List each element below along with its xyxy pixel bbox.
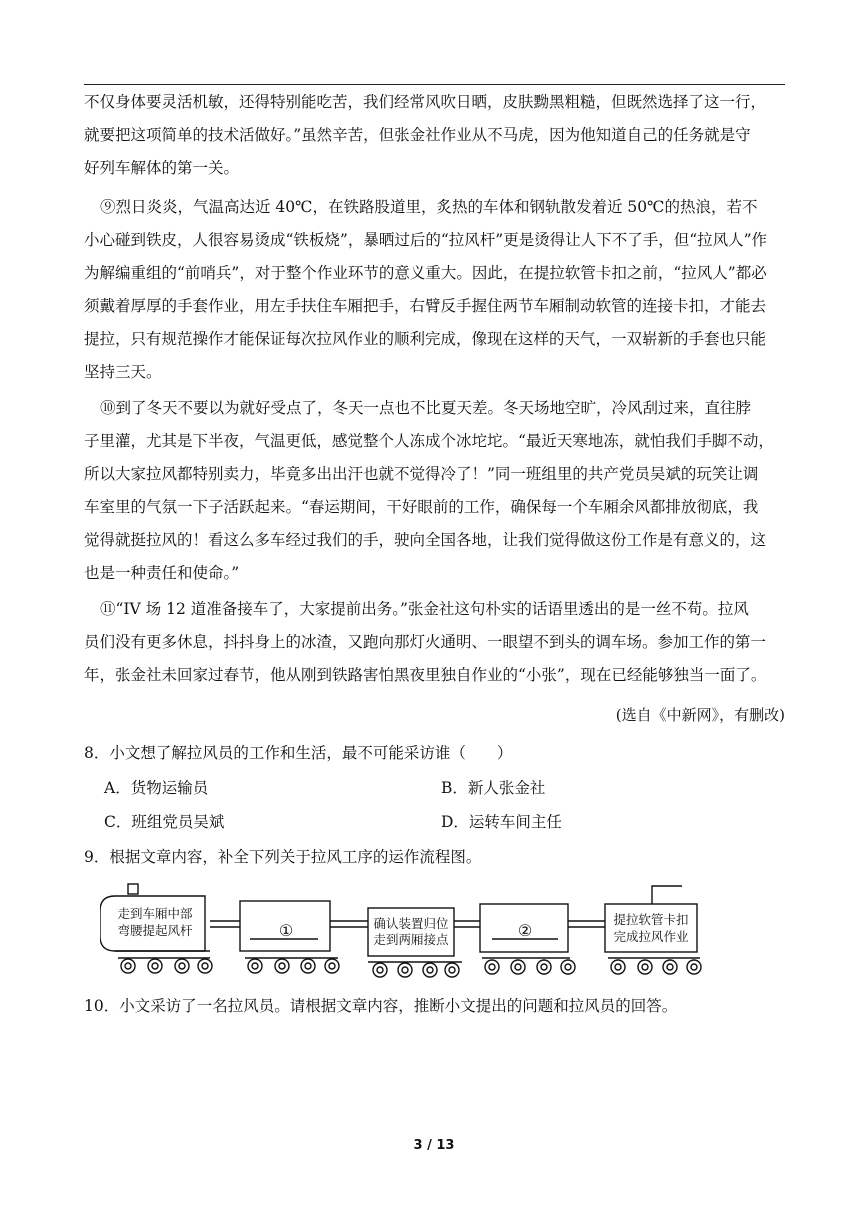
paragraph-continued (84, 86, 785, 185)
step-5-line-1: 提拉软管卡扣 (613, 912, 689, 927)
text-line: 就要把这项简单的技术活做好。”虽然辛苦，但张金社作业从不马虎，因为他知道自己的任务就是守 (84, 126, 751, 144)
text-line: 不仅身体要灵活机敏，还得特别能吃苦，我们经常风吹日晒，皮肤黝黑粗糙，但既然选择了这一行， (84, 93, 767, 111)
paragraph-11 (84, 593, 785, 692)
option-a: A．货物运输员 (104, 779, 209, 797)
blank-2-marker: ② (517, 921, 533, 940)
question-10-stem: 10．小文采访了一名拉风员。请根据文章内容，推断小文提出的问题和拉风员的回答。 (84, 997, 678, 1015)
question-9-stem: 9．根据文章内容，补全下列关于拉风工序的运作流程图。 (84, 848, 482, 866)
text-line: 为解编重组的“前哨兵”，对于整个作业环节的意义重大。因此，在提拉软管卡扣之前，“拉风人”都必 (84, 264, 767, 282)
text-line: 子里灌，尤其是下半夜，气温更低，感觉整个人冻成个冰坨坨。“最近天寒地冻，就怕我们手脚不动， (84, 432, 774, 450)
source-citation: (选自《中新网》，有删改) (615, 706, 785, 724)
step-1-line-1: 走到车厢中部 (117, 906, 193, 921)
option-d: D．运转车间主任 (441, 813, 562, 831)
text-line: 年，张金社未回家过春节，他从刚到铁路害怕黑夜里独自作业的“小张”，现在已经能够独当一面了。 (84, 666, 767, 684)
step-1-line-2: 弯腰提起风杆 (117, 923, 193, 938)
text-line: 车室里的气氛一下子活跃起来。“春运期间，干好眼前的工作，确保每一个车厢余风都排放彻底，我 (84, 498, 759, 516)
blank-1-marker: ① (278, 921, 294, 940)
paragraph-10 (84, 392, 785, 590)
header-rule (84, 84, 785, 85)
text-line: ⑪“IV 场 12 道准备接车了，大家提前出务。”张金社这句朴实的话语里透出的是一丝不苟。拉风 (100, 600, 749, 618)
text-line: 觉得就挺拉风的！看这么多车经过我们的手，驶向全国各地，让我们觉得做这份工作是有意义的，这 (84, 531, 767, 549)
option-c: C．班组党员吴斌 (104, 813, 225, 831)
text-line: 好列车解体的第一关。 (84, 159, 240, 177)
page-number: 3 / 13 (413, 1138, 455, 1153)
text-line: 须戴着厚厚的手套作业，用左手扶住车厢把手，右臂反手握住两节车厢制动软管的连接卡扣，才能去 (84, 297, 767, 315)
step-3-line-2: 走到两厢接点 (373, 932, 449, 947)
step-3-line-1: 确认装置归位 (373, 916, 449, 931)
text-line: ⑩到了冬天不要以为就好受点了，冬天一点也不比夏天差。冬天场地空旷，冷风刮过来，直往脖 (100, 399, 752, 417)
text-line: 所以大家拉风都特别卖力，毕竟多出出汗也就不觉得冷了！”同一班组里的共产党员吴斌的玩笑让调 (84, 465, 759, 483)
option-b: B．新人张金社 (441, 779, 546, 797)
text-line: 坚持三天。 (84, 363, 162, 381)
text-line: 员们没有更多休息，抖抖身上的冰渣，又跑向那灯火通明、一眼望不到头的调车场。参加工作的第一 (84, 633, 767, 651)
text-line: 提拉，只有规范操作才能保证每次拉风作业的顺利完成，像现在这样的天气，一双崭新的手套也只能 (84, 330, 767, 348)
text-line: 小心碰到铁皮，人很容易烫成“铁板烧”，暴晒过后的“拉风杆”更是烫得让人下不了手，但“拉风人”作 (84, 231, 768, 249)
step-5-line-2: 完成拉风作业 (613, 929, 689, 944)
text-line: ⑨烈日炎炎，气温高达近 40℃，在铁路股道里，炙热的车体和钢轨散发着近 50℃的热浪，若不 (100, 198, 758, 216)
question-8-stem: 8．小文想了解拉风员的工作和生活，最不可能采访谁（ ） (84, 744, 513, 762)
text-line: 也是一种责任和使命。” (84, 564, 240, 582)
paragraph-9 (84, 191, 785, 389)
train-flow-diagram (100, 876, 710, 984)
